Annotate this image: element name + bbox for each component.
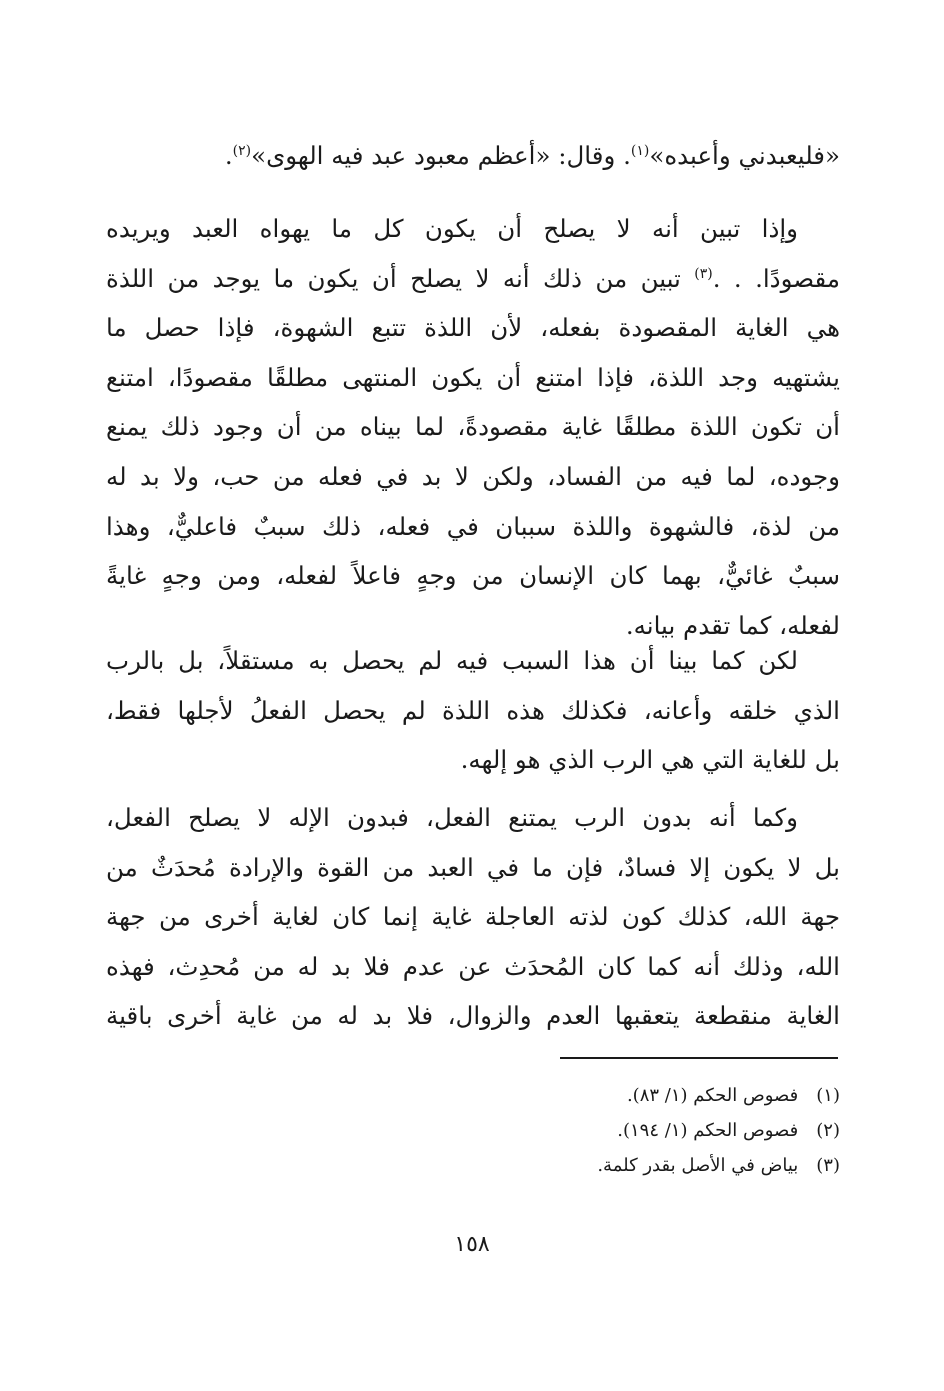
text-line: أن تكون اللذة مطلقًا غاية مقصودةً، لما بيناه من أن وجود ذلك يمنع bbox=[106, 412, 840, 442]
text-line: يشتهيه وجد اللذة، فإذا امتنع أن يكون المنتهى مطلقًا مقصودًا، امتنع bbox=[106, 362, 840, 392]
text-line: هي الغاية المقصودة بفعله، لأن اللذة تتبع الشهوة، فإذا حصل ما bbox=[106, 313, 840, 343]
footnote-separator bbox=[560, 1057, 838, 1059]
footnote-number: (٢) bbox=[816, 1120, 840, 1141]
line-text: مقصودًا. . . bbox=[712, 263, 840, 293]
footnote-number: (١) bbox=[816, 1085, 840, 1106]
footnote-item bbox=[300, 1148, 840, 1183]
text-line bbox=[106, 131, 840, 181]
text-line: من لذة، فالشهوة واللذة سببان في فعله، ذلك سببٌ فاعليٌّ، وهذا bbox=[106, 511, 840, 541]
text-line: الغاية منقطعة يتعقبها العدم والزوال، فلا بد له من غاية أخرى باقية bbox=[106, 1001, 840, 1031]
text-line: سببٌ غائيٌّ، بهما كان الإنسان من وجهٍ فاعلاً لفعله، ومن وجهٍ غايةً bbox=[106, 561, 840, 591]
line-text: تبين من ذلك أنه لا يصلح أن يكون ما يوجد من اللذة bbox=[106, 263, 695, 293]
text-line: لكن كما بينا أن هذا السبب فيه لم يحصل به مستقلاً، بل بالرب bbox=[106, 646, 798, 675]
footnote-ref[interactable]: (٣) bbox=[694, 265, 713, 282]
text-line: وكما أنه بدون الرب يمتنع الفعل، فبدون الإله لا يصلح الفعل، bbox=[106, 803, 798, 832]
line-text: . bbox=[224, 141, 233, 170]
text-line bbox=[106, 254, 840, 304]
line-text: «فليعبدني وأعبده» bbox=[649, 141, 840, 170]
footnote-item bbox=[300, 1078, 840, 1113]
text-line: الذي خلقه وأعانه، فكذلك هذه اللذة لم يحصل الفعلُ لأجلها فقط، bbox=[106, 695, 840, 725]
text-line: جهة الله، كذلك كون لذته العاجلة غاية إنما كان لغاية أخرى من جهة bbox=[106, 902, 840, 932]
text-line: وجوده، لما فيه من الفساد، ولكن لا بد في فعله من حب، ولا بد له bbox=[106, 461, 840, 491]
text-line: بل للغاية التي هي الرب الذي هو إلهه. bbox=[460, 745, 840, 775]
paragraph-divine-goal bbox=[106, 793, 840, 1041]
footnote-text: فصوص الحكم (١/ ١٩٤). bbox=[617, 1120, 799, 1141]
text-line: لفعله، كما تقدم بيانه. bbox=[625, 610, 840, 640]
text-line: الله، وذلك أنه كما كان المُحدَث عن عدم فلا بد له من مُحدِث، فهذه bbox=[106, 951, 840, 981]
footnote-number: (٣) bbox=[816, 1155, 840, 1176]
text-line: وإذا تبين أنه لا يصلح أن يكون كل ما يهواه العبد ويريده bbox=[106, 214, 798, 243]
line-text: . وقال: «أعظم معبود عبد فيه الهوى» bbox=[251, 141, 631, 170]
paragraph-pleasure-goal bbox=[106, 204, 840, 650]
footnotes bbox=[300, 1078, 840, 1183]
paragraph-opening-quote bbox=[106, 131, 840, 181]
footnote-ref[interactable]: (٢) bbox=[232, 142, 252, 159]
text-line: بل لا يكون إلا فسادٌ، فإن ما في العبد من القوة والإرادة مُحدَثٌ من bbox=[106, 852, 840, 882]
footnote-ref[interactable]: (١) bbox=[630, 142, 650, 159]
footnote-text: فصوص الحكم (١/ ٨٣). bbox=[626, 1085, 799, 1106]
page-number: ١٥٨ bbox=[454, 1232, 490, 1257]
footnote-text: بياض في الأصل بقدر كلمة. bbox=[597, 1155, 799, 1176]
paragraph-lord-cause bbox=[106, 636, 840, 785]
footnote-item bbox=[300, 1113, 840, 1148]
